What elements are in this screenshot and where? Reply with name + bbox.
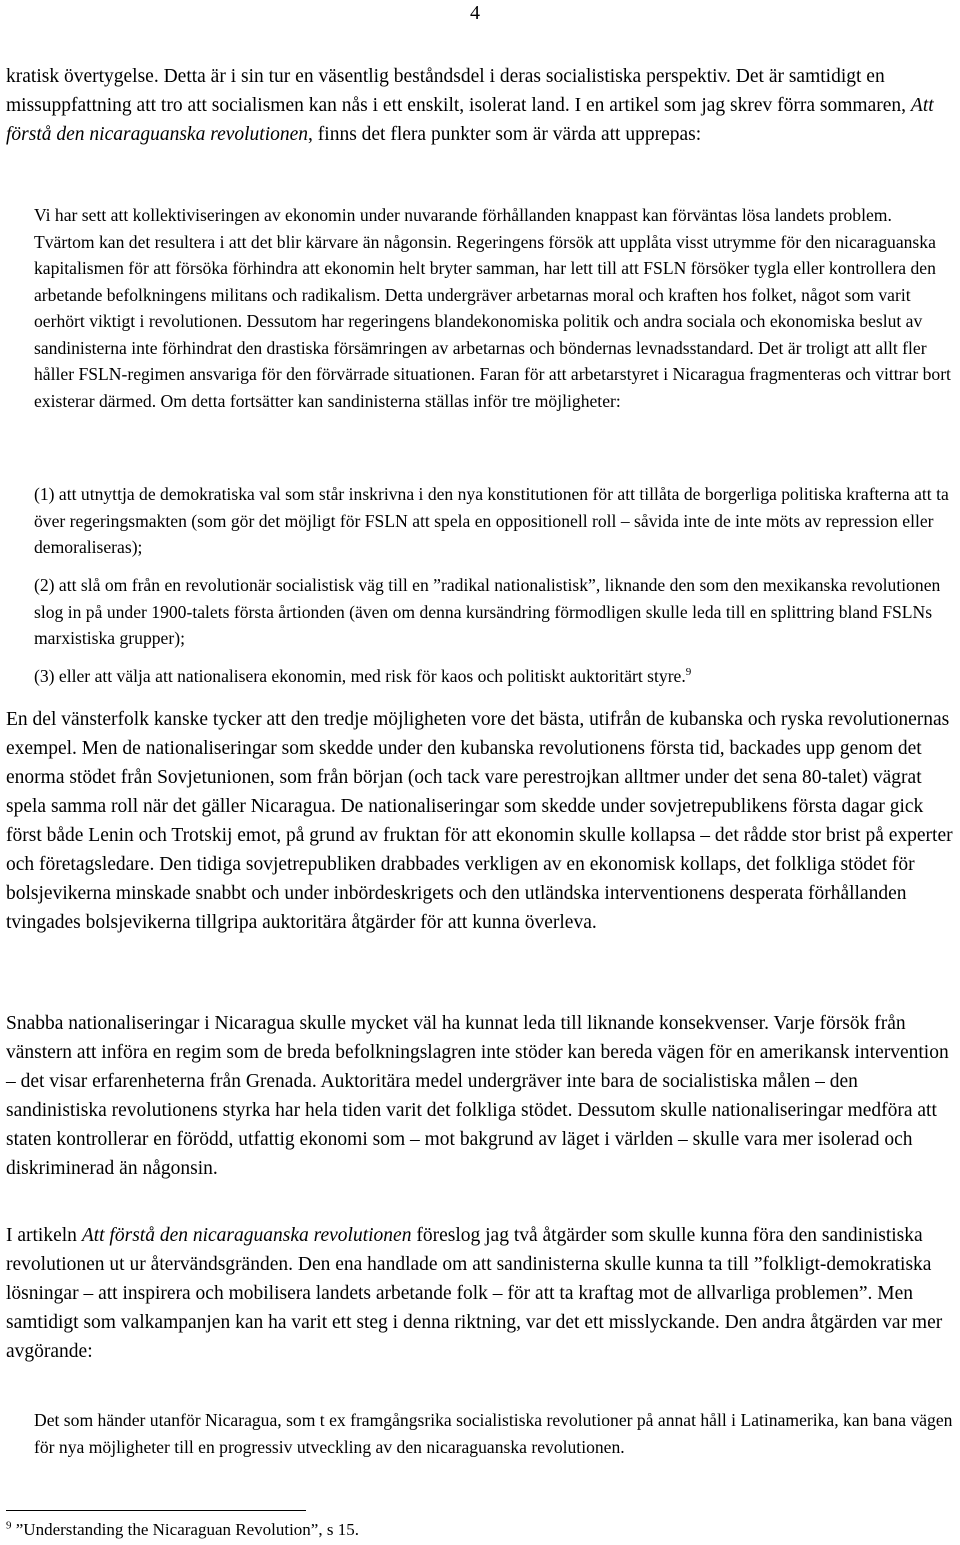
paragraph-intro [6, 62, 956, 149]
block-quote-2-text: Det som händer utanför Nicaragua, som t ex framgångsrika socialistiska revolutioner på annat håll i Latinamerika, kan bana vägen för nya möjligheter till en progressiv utveckling av den nicaraguanska revolutionen. [34, 1410, 953, 1457]
article-title-2: Att förstå den nicaraguanska revolutionen [81, 1225, 412, 1246]
footnote [6, 1518, 359, 1542]
p4-text-a: I artikeln [6, 1225, 82, 1246]
article-title: Att förstå den nicaraguanska revolutionen [6, 95, 934, 145]
paragraph-2 [6, 705, 956, 937]
list-item-2: (2) att slå om från en revolutionär socialistisk väg till en ”radikal nationalistisk”, liknande den som den mexikanska revolutionen slog in på under 1900-talets första årtionden (även om denna kursändring förmodligen skulle leda till en splittring bland FSLNs marxistiska grupper); [34, 575, 941, 648]
paragraph-2-text: En del vänsterfolk kanske tycker att den tredje möjligheten vore det bästa, utifrån de kubanska och ryska revolutionernas exempel. Men de nationaliseringar som skedde under den kubanska revolutionens första tid, backades upp genom det enorma stödet från Sovjetunionen, som från början (och tack vare perestrojkan alltmer under det sena 80-talet) vägrat spela samma roll när det gäller Nicaragua. De nationaliseringar som skedde under sovjetrepublikens första dagar gick först både Lenin och Trotskij emot, på grund av fruktan för att ekonomin skulle kollapsa – det rådde stor brist på experter och företagsledare. Den tidiga sovjetrepubliken drabbades verkligen av en ekonomisk kollaps, det folkliga stödet för bolsjevikerna minskade snabbt och under inbördeskrigets och den utländska interventionens desperata förhållanden tvingades bolsjevikerna tillgripa auktoritära åtgärder för att kunna överleva. [6, 709, 953, 933]
footnote-ref: 9 [685, 666, 692, 679]
block-quote-1 [34, 202, 956, 414]
p4-text-b: föreslog jag två åtgärder som skulle kunna föra den sandinistiska revolutionen ut ur återvändsgränden. Den ena handlade om att sandinisterna skulle kunna ta till ”folkligt-demokratiska lösningar – att inspirera och mobilisera landets arbetande folk – för att ta kraftag mot de allvarliga problemen”. Men samtidigt som valkampanjen kan ha varit ett steg i denna riktning, var det ett misslyckande. Den andra åtgärden var mer avgörande: [6, 1225, 943, 1362]
list-item-3-text: (3) eller att välja att nationalisera ekonomin, med risk för kaos och politiskt auktoritärt styre. [34, 666, 686, 686]
list-item-1: (1) att utnyttja de demokratiska val som står inskrivna i den nya konstitutionen för att tillåta de borgerliga politiska krafterna att ta över regeringsmakten (som gör det möjligt för FSLN att spela en oppositionell roll – såvida inte de inte möts av repression eller demoraliseras); [34, 484, 949, 557]
footnote-separator [6, 1510, 306, 1511]
intro-text-b: , finns det flera punkter som är värda att upprepas: [308, 124, 702, 145]
paragraph-4 [6, 1221, 956, 1366]
list-item-3 [34, 663, 956, 690]
footnote-text: ”Understanding the Nicaraguan Revolution”, s 15. [15, 1520, 359, 1539]
footnote-marker: 9 [6, 1519, 12, 1532]
block-quote-1-text: Vi har sett att kollektiviseringen av ekonomin under nuvarande förhållanden knappast kan förväntas lösa landets problem. Tvärtom kan det resultera i att det blir kärvare än någonsin. Regeringens försök att upplåta visst utrymme för den nicaraguanska kapitalismen för att försöka förhindra att ekonomin helt bryter samman, har lett till att FSLN försöker tygla eller kontrollera den arbetande befolkningens militans och radikalism. Detta undergräver arbetarnas moral och kraften hos folket, något som varit oerhört viktigt i revolutionen. Dessutom har regeringens blandekonomiska politik och andra sociala och ekonomiska beslut av sandinisterna inte förhindrat den drastiska försämringen av arbetarnas och böndernas levnadsstandard. Det är troligt att allt fler håller FSLN-regimen ansvariga för den förvärrade situationen. Faran för att arbetarstyret i Nicaragua fragmenteras och vittrar bort existerar därmed. Om detta fortsätter kan sandinisterna ställas inför tre möjligheter: [34, 205, 951, 411]
paragraph-3 [6, 1009, 956, 1183]
intro-text-a: kratisk övertygelse. Detta är i sin tur en väsentlig beståndsdel i deras socialistiska perspektiv. Det är samtidigt en missuppfattning att tro att socialismen kan nås i ett enskilt, isolerat land. I en artikel som jag skrev förra sommaren, [6, 66, 911, 116]
paragraph-3-text: Snabba nationaliseringar i Nicaragua skulle mycket väl ha kunnat leda till liknande konsekvenser. Varje försök från vänstern att införa en regim som de breda befolkningslagren inte stöder kan bereda vägen för en amerikansk intervention – det visar erfarenheterna från Grenada. Auktoritära medel undergräver inte bara de socialistiska målen – den sandinistiska revolutionens styrka har hela tiden varit det folkliga stödet. Dessutom skulle nationaliseringar medföra att staten kontrollerar en förödd, utfattig ekonomi som – mot bakgrund av läget i världen – skulle vara mer isolerad och diskriminerad än någonsin. [6, 1013, 949, 1179]
page-number: 4 [470, 2, 480, 24]
block-quote-2 [34, 1407, 956, 1460]
